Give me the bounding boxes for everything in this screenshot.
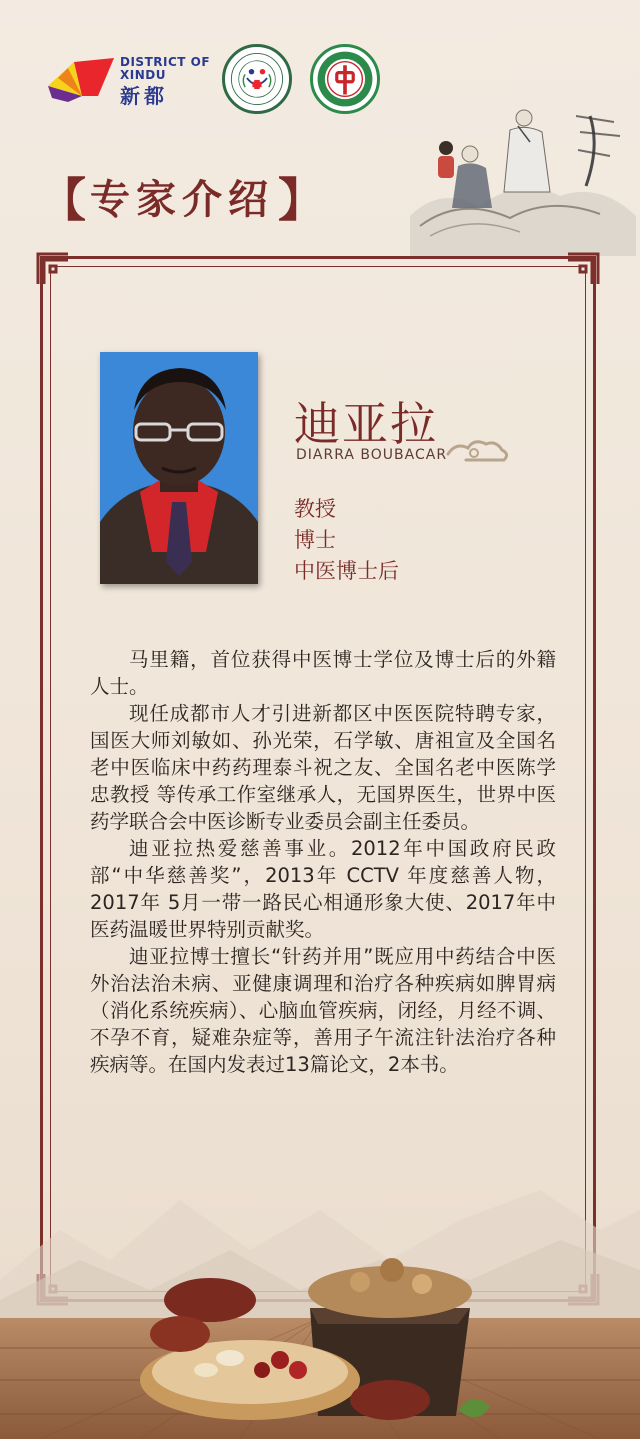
title-text: 专家介绍 [90, 176, 274, 223]
expert-title-item: 博士 [294, 528, 336, 552]
frame-corner-ornament-icon [566, 252, 600, 286]
xindu-logo [48, 56, 218, 106]
expert-name-chinese: 迪亚拉 [294, 397, 438, 451]
xindu-logo-mark [48, 56, 116, 102]
bio-paragraph: 现任成都市人才引进新都区中医医院特聘专家，国医大师刘敏如、孙光荣，石学敏、唐祖宣及全国名老中医临床中药药理泰斗祝之友、全国名老中医陈学忠教授 等传承工作室继承人，无国界医生，世界中医药学联合会中医诊断专业委员会副主任委员。 [90, 702, 556, 833]
logo-chinese-text: 新都 [120, 84, 168, 108]
ink-painting-illustration [400, 96, 640, 256]
expert-titles-list [294, 494, 399, 587]
tcm-hospital-seal-icon [310, 44, 380, 114]
expert-name-english: DIARRA BOUBACAR [296, 447, 448, 463]
bio-paragraph: 迪亚拉热爱慈善事业。2012年中国政府民政部“中华慈善奖”，2013年 CCTV 年度慈善人物，2017年 5月一带一路民心相通形象大使、2017年中医药温暖世界特别贡献奖。 [90, 837, 556, 941]
expert-biography [90, 646, 556, 1078]
auspicious-cloud-icon [446, 436, 510, 466]
herbal-medicine-illustration [140, 1230, 500, 1439]
title-close-bracket: 】 [278, 173, 324, 227]
section-title [40, 172, 324, 228]
bio-paragraph: 迪亚拉博士擅长“针药并用”既应用中药结合中医外治法治未病、亚健康调理和治疗各种疾病如脾胃病（消化系统疾病）、心脑血管疾病，闭经，月经不调、不孕不育，疑难杂症等，善用子午流注针法治疗各种疾病等。在国内发表过13篇论文，2本书。 [90, 945, 556, 1076]
logo-english-text: DISTRICT OF XINDU [120, 55, 211, 82]
health-bureau-seal-icon [222, 44, 292, 114]
expert-portrait [100, 352, 258, 584]
expert-title-item: 中医博士后 [294, 559, 399, 583]
expert-title-item: 教授 [294, 497, 336, 521]
title-open-bracket: 【 [40, 173, 86, 227]
bio-paragraph: 马里籍，首位获得中医博士学位及博士后的外籍人士。 [90, 648, 556, 698]
frame-corner-ornament-icon [36, 252, 70, 286]
